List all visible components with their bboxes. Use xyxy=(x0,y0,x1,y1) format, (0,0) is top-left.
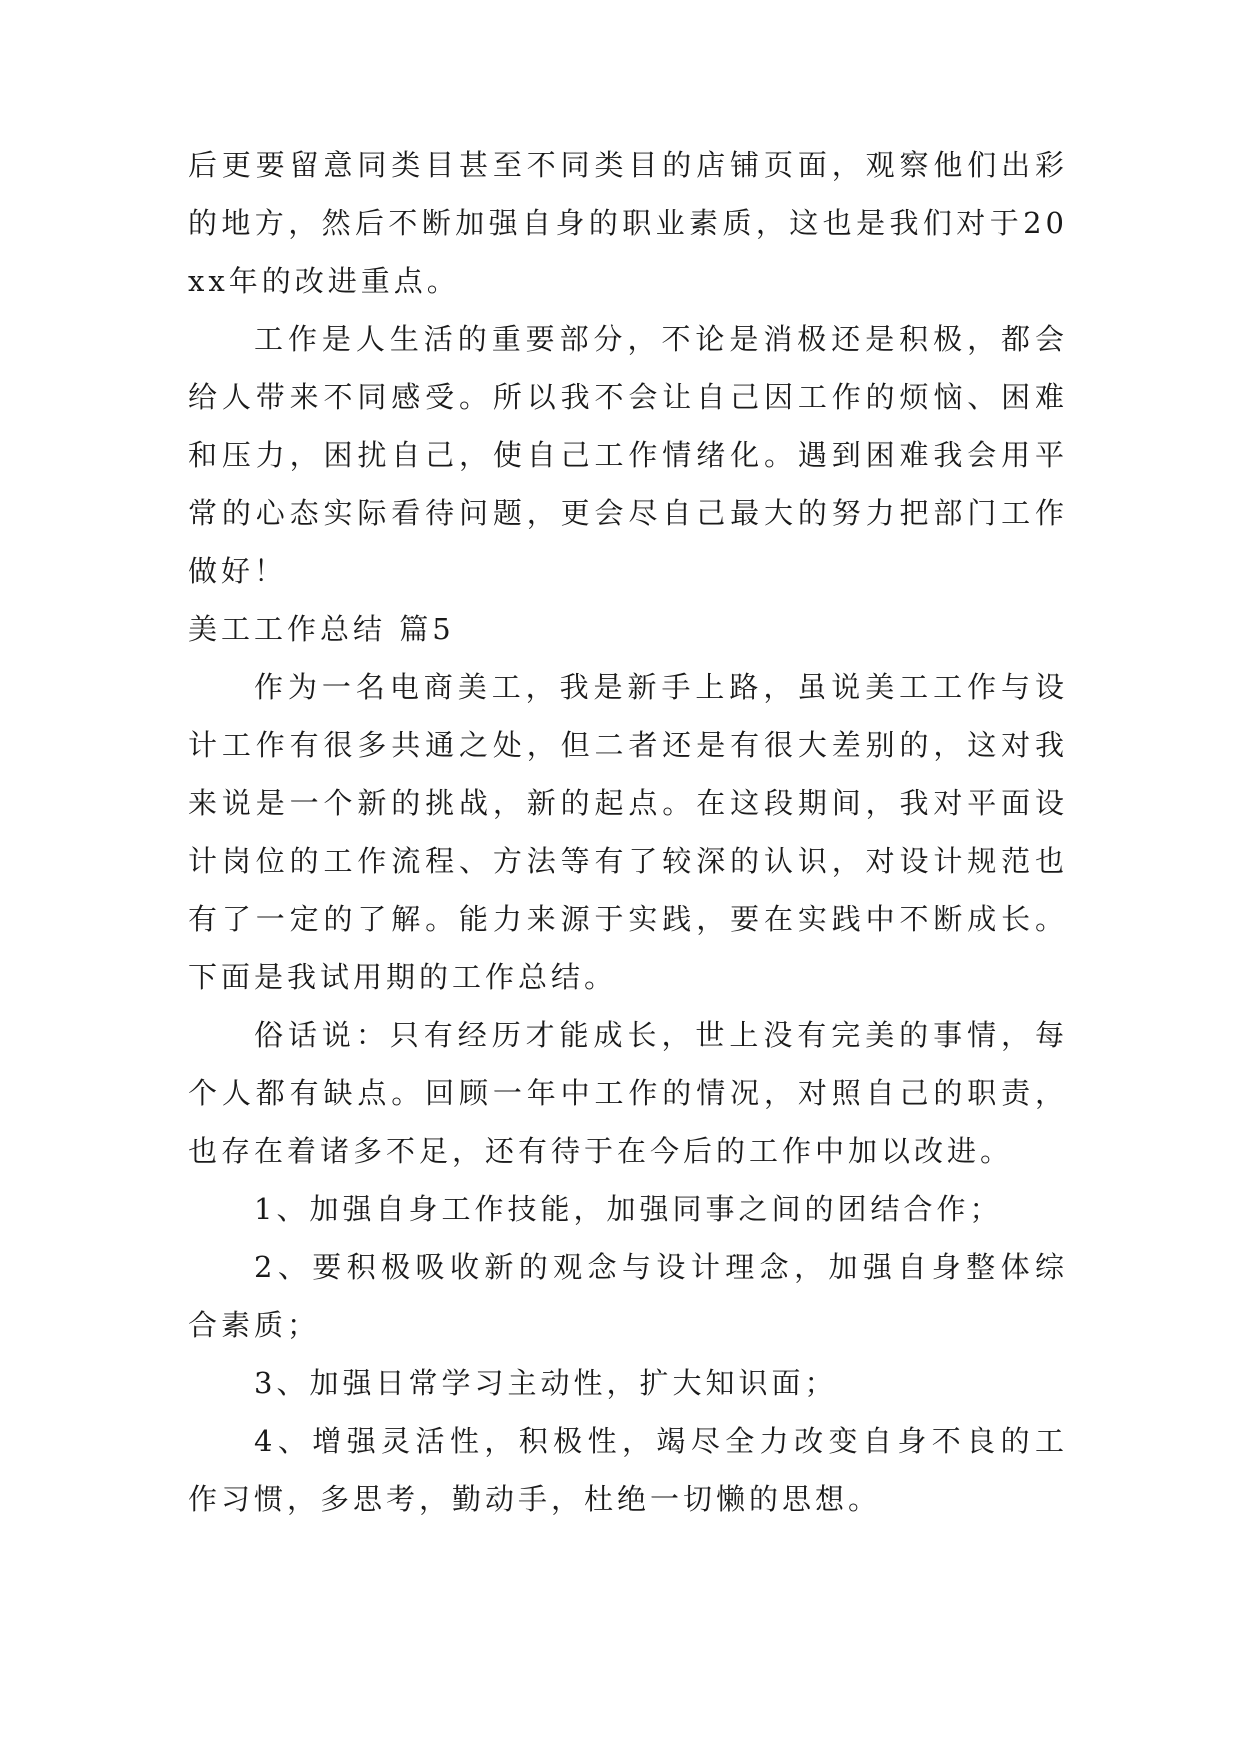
paragraph-work-attitude: 工作是人生活的重要部分，不论是消极还是积极，都会给人带来不同感受。所以我不会让自己因工作的烦恼、困难和压力，困扰自己，使自己工作情绪化。遇到困难我会用平常的心态实际看待问题，更会尽自己最大的努力把部门工作做好！ xyxy=(188,322,1068,588)
list-item-4: 4、增强灵活性，积极性，竭尽全力改变自身不良的工作习惯，多思考，勤动手，杜绝一切懒的思想。 xyxy=(188,1424,1068,1516)
list-item-3: 3、加强日常学习主动性，扩大知识面； xyxy=(254,1366,838,1400)
section-title: 美工工作总结 篇5 xyxy=(188,612,455,646)
list-item-2: 2、要积极吸收新的观念与设计理念，加强自身整体综合素质； xyxy=(188,1250,1068,1342)
paragraph-intro: 作为一名电商美工，我是新手上路，虽说美工工作与设计工作有很多共通之处，但二者还是有很大差别的，这对我来说是一个新的挑战，新的起点。在这段期间，我对平面设计岗位的工作流程、方法等有了较深的认识，对设计规范也有了一定的了解。能力来源于实践，要在实践中不断成长。下面是我试用期的工作总结。 xyxy=(188,670,1068,994)
list-item-1: 1、加强自身工作技能，加强同事之间的团结合作； xyxy=(254,1192,1003,1226)
paragraph-reflection: 俗话说：只有经历才能成长，世上没有完美的事情，每个人都有缺点。回顾一年中工作的情况，对照自己的职责，也存在着诸多不足，还有待于在今后的工作中加以改进。 xyxy=(188,1018,1068,1168)
document-page xyxy=(188,136,1068,1528)
paragraph-continued: 后更要留意同类目甚至不同类目的店铺页面，观察他们出彩的地方，然后不断加强自身的职业素质，这也是我们对于20xx年的改进重点。 xyxy=(188,148,1068,298)
